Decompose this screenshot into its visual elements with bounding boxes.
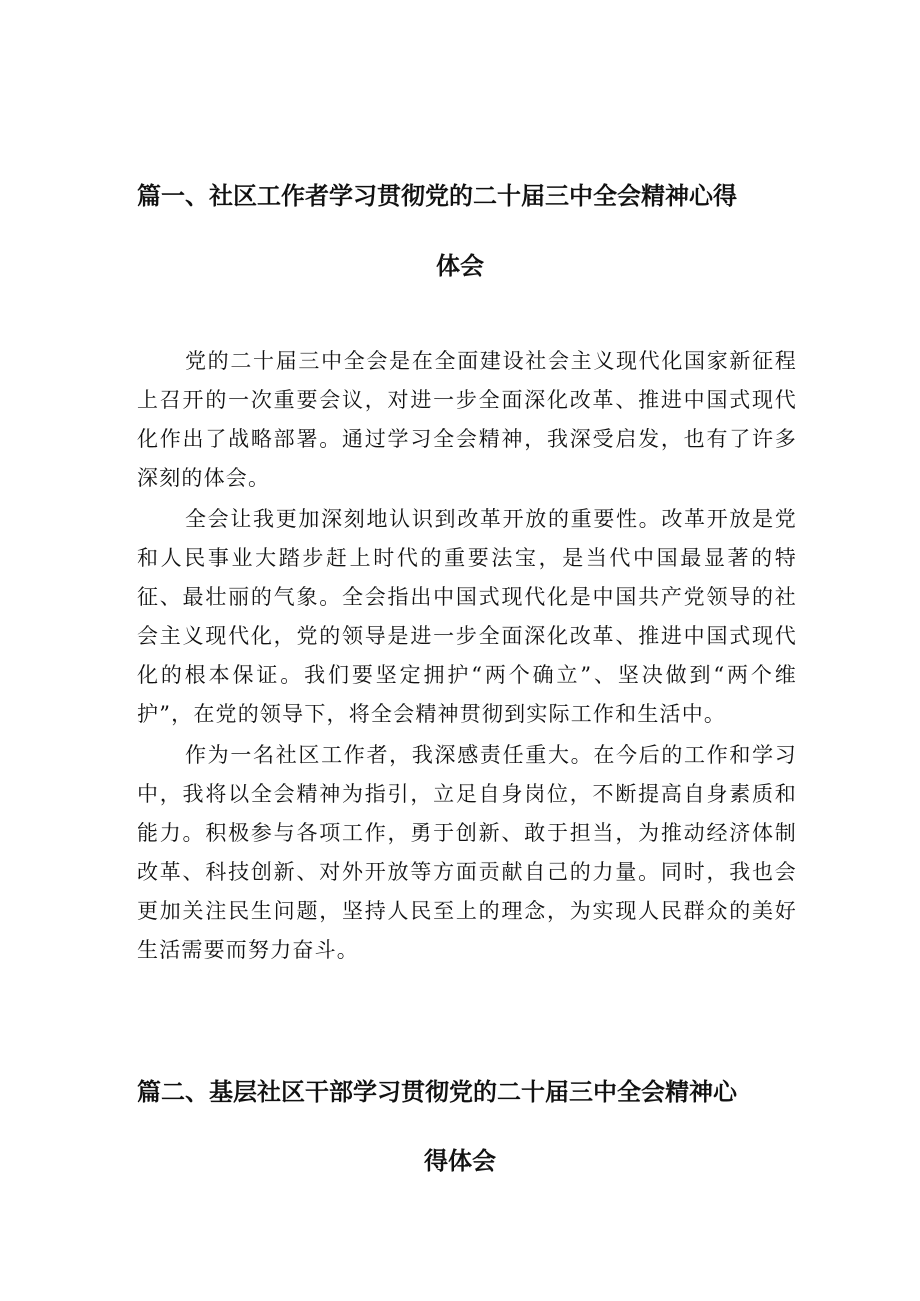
section1-paragraph-2: 全会让我更加深刻地认识到改革开放的重要性。改革开放是党和人民事业大踏步赶上时代的重要法宝，是当代中国最显著的特征、最壮丽的气象。全会指出中国式现代化是中国共产党领导的社会主义现代化，党的领导是进一步全面深化改革、推进中国式现代化的根本保证。我们要坚定拥护“两个确立”、坚决做到“两个维护”，在党的领导下，将全会精神贯彻到实际工作和生活中。 [137,507,797,726]
section1-paragraph-1: 党的二十届三中全会是在全面建设社会主义现代化国家新征程上召开的一次重要会议，对进一步全面深化改革、推进中国式现代化作出了战略部署。通过学习全会精神，我深受启发，也有了许多深刻的体会。 [137,349,797,490]
section2-title-line1: 篇二、基层社区干部学习贯彻党的二十届三中全会精神心 [137,1078,737,1106]
section1-title-line1: 篇一、社区工作者学习贯彻党的二十届三中全会精神心得 [137,182,737,210]
section1-title-line2: 体会 [436,252,484,280]
section2-title-line2: 得体会 [424,1147,496,1175]
section1-body [137,342,797,972]
section1-paragraph-3: 作为一名社区工作者，我深感责任重大。在今后的工作和学习中，我将以全会精神为指引，立足自身岗位，不断提高自身素质和能力。积极参与各项工作，勇于创新、敢于担当，为推动经济体制改革、科技创新、对外开放等方面贡献自己的力量。同时，我也会更加关注民生问题，坚持人民至上的理念，为实现人民群众的美好生活需要而努力奋斗。 [137,743,797,962]
